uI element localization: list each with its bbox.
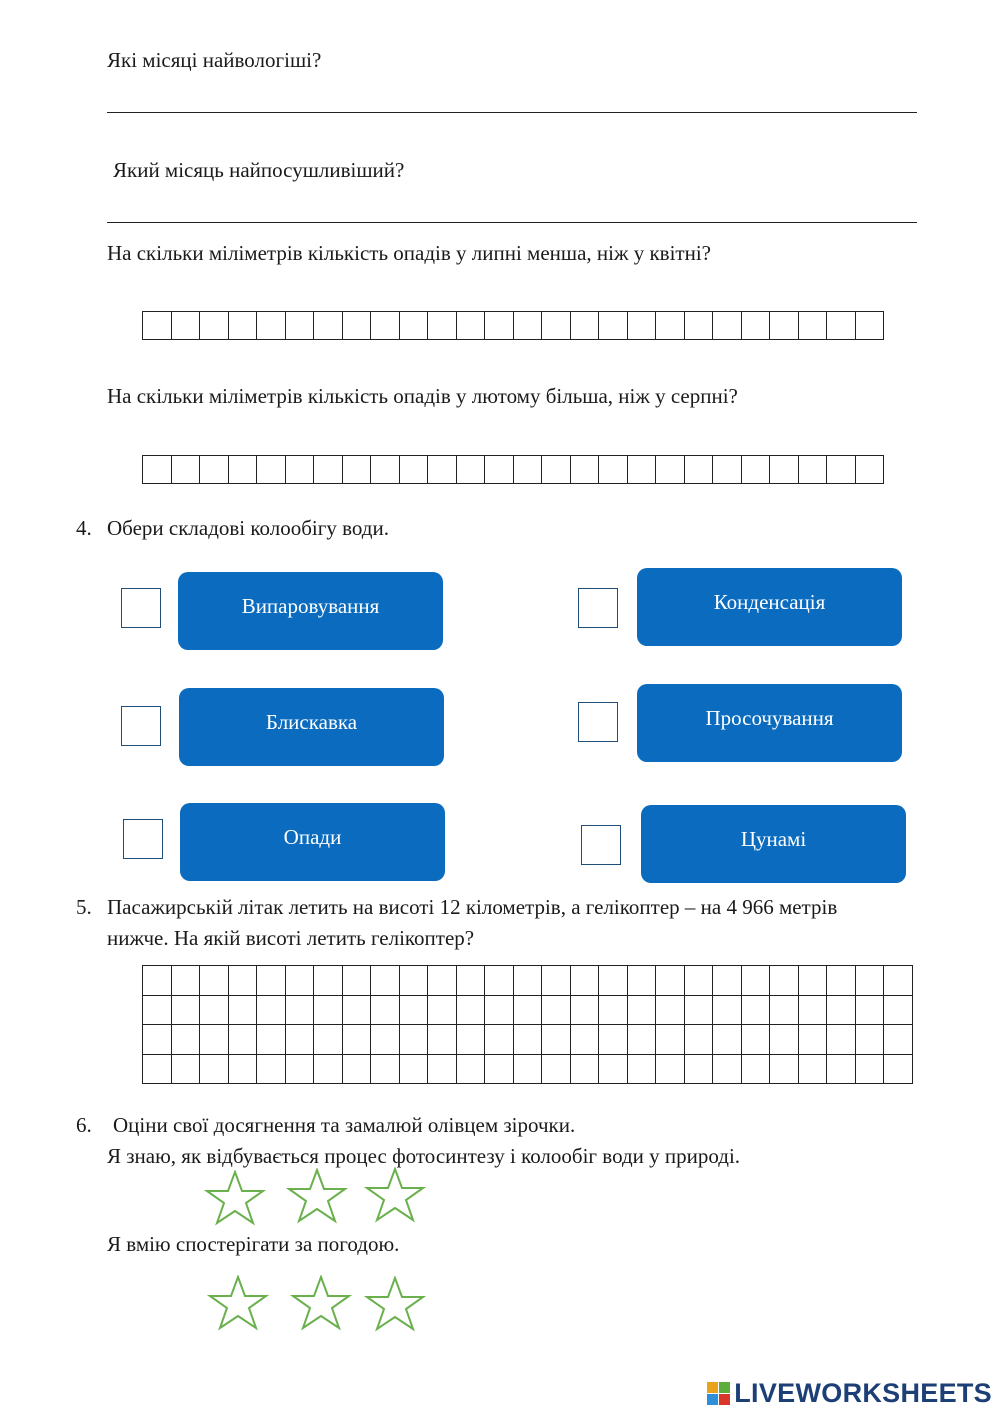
liveworksheets-logo [707, 1378, 992, 1408]
checkbox-infiltration[interactable] [578, 702, 618, 742]
answer-line-wettest[interactable] [107, 112, 917, 113]
option-evaporation[interactable]: Випаровування [178, 572, 443, 650]
task5-text-line2: нижче. На якій висоті летить гелікоптер? [107, 926, 475, 950]
checkbox-tsunami[interactable] [581, 825, 621, 865]
checkbox-lightning[interactable] [121, 706, 161, 746]
question-driest-month: Який місяць найпосушливіший? [113, 158, 405, 182]
logo-tiles-icon [707, 1382, 730, 1405]
task4-number: 4. [76, 516, 92, 540]
task6-statement-weather: Я вмію спостерігати за погодою. [107, 1232, 400, 1256]
option-lightning[interactable]: Блискавка [179, 688, 444, 766]
logo-text: LIVEWORKSHEETS [734, 1377, 992, 1408]
answer-strip-july-april[interactable] [142, 311, 884, 340]
task5-number: 5. [76, 895, 92, 919]
checkbox-precipitation[interactable] [123, 819, 163, 859]
star-icon[interactable] [290, 1275, 352, 1331]
option-tsunami[interactable]: Цунамі [641, 805, 906, 883]
star-icon[interactable] [286, 1168, 348, 1224]
task6-prompt: Оціни свої досягнення та замалюй олівцем зірочки. [113, 1113, 576, 1137]
checkbox-evaporation[interactable] [121, 588, 161, 628]
task6-statement-photosynthesis: Я знаю, як відбувається процес фотосинтезу і колообіг води у природі. [107, 1144, 741, 1168]
star-icon[interactable] [204, 1170, 266, 1226]
task6-number: 6. [76, 1113, 92, 1137]
star-icon[interactable] [364, 1167, 426, 1223]
star-icon[interactable] [364, 1276, 426, 1332]
answer-line-driest[interactable] [107, 222, 917, 223]
answer-grid-helicopter[interactable] [142, 965, 913, 1084]
question-wettest-months: Які місяці найвологіші? [107, 48, 322, 72]
task5-text-line1: Пасажирській літак летить на висоті 12 кілометрів, а гелікоптер – на 4 966 метрів [107, 895, 838, 919]
question-july-vs-april: На скільки міліметрів кількість опадів у липні менша, ніж у квітні? [107, 241, 711, 265]
answer-strip-feb-aug[interactable] [142, 455, 884, 484]
checkbox-condensation[interactable] [578, 588, 618, 628]
option-precipitation[interactable]: Опади [180, 803, 445, 881]
question-february-vs-august: На скільки міліметрів кількість опадів у лютому більша, ніж у серпні? [107, 384, 738, 408]
task4-prompt: Обери складові колообігу води. [107, 516, 389, 540]
option-condensation[interactable]: Конденсація [637, 568, 902, 646]
option-infiltration[interactable]: Просочування [637, 684, 902, 762]
star-icon[interactable] [207, 1275, 269, 1331]
